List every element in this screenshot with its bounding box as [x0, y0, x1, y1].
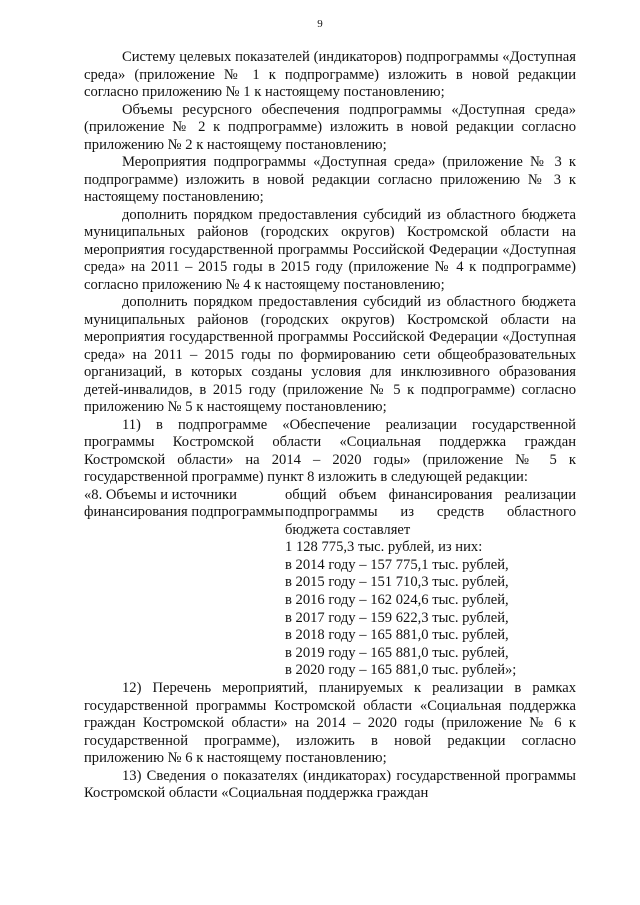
financing-year-2018: в 2018 году – 165 881,0 тыс. рублей, — [285, 627, 509, 644]
financing-year-2014: в 2014 году – 157 775,1 тыс. рублей, — [285, 556, 509, 573]
paragraph-resources: Объемы ресурсного обеспечения подпрограммы «Доступная среда» (приложение № 2 к подпрограмме) изложить в новой редакции согласно приложению № 2 к настоящему постановлению; — [84, 101, 576, 153]
financing-year-2017: в 2017 году – 159 622,3 тыс. рублей, — [285, 609, 509, 626]
paragraph-subsidy-order-4: дополнить порядком предоставления субсидий из областного бюджета муниципальных районов (городских округов) Костромской области на мероприятия государственной программы Российской Федерации «Доступная среда» на 2011 – 2015 годы в 2015 году (приложение № 4 к подпрограмме) согласно приложению № 4 к настоящему постановлению; — [84, 206, 576, 293]
page-number: 9 — [317, 18, 323, 30]
financing-total: 1 128 775,3 тыс. рублей, из них: — [285, 539, 483, 556]
financing-year-2016: в 2016 году – 162 024,6 тыс. рублей, — [285, 592, 509, 609]
document-body — [84, 49, 576, 803]
financing-block — [84, 487, 576, 681]
paragraph-indicators: Систему целевых показателей (индикаторов) подпрограммы «Доступная среда» (приложение № 1 к подпрограмме) изложить в новой редакции согласно приложению № 1 к настоящему постановлению; — [84, 49, 576, 100]
paragraph-subsidy-order-5: дополнить порядком предоставления субсидий из областного бюджета муниципальных районов (городских округов) Костромской области на мероприятия государственной программы Российской Федерации «Доступная среда» на 2011 – 2015 годы по формированию сети общеобразовательных организаций, в которых созданы условия для инклюзивного образования детей-инвалидов, в 2015 году (приложение № 5 к подпрограмме) согласно приложению № 5 к настоящему постановлению; — [84, 294, 576, 415]
financing-year-2020: в 2020 году – 165 881,0 тыс. рублей»; — [285, 662, 517, 679]
financing-year-2015: в 2015 году – 151 710,3 тыс. рублей, — [285, 574, 509, 591]
paragraph-item-12: 12) Перечень мероприятий, планируемых к реализации в рамках государственной программы Костромской области «Социальная поддержка граждан Костромской области» на 2014 – 2020 годы (приложение № 6 к государственной программе), изложить в новой редакции согласно приложению № 6 к настоящему постановлению; — [84, 680, 576, 767]
financing-intro: общий объем финансирования реализации подпрограммы из средств областного бюджета составляет — [285, 486, 576, 538]
financing-year-2019: в 2019 году – 165 881,0 тыс. рублей, — [285, 644, 509, 661]
paragraph-measures: Мероприятия подпрограммы «Доступная среда» (приложение № 3 к подпрограмме) изложить в новой редакции согласно приложению № 3 к настоящему постановлению; — [84, 154, 576, 205]
paragraph-item-13: 13) Сведения о показателях (индикаторах) государственной программы Костромской области «Социальная поддержка граждан — [84, 767, 576, 802]
financing-label: «8. Объемы и источники финансирования подпрограммы — [84, 486, 284, 520]
financing-details — [285, 487, 576, 681]
paragraph-item-11: 11) в подпрограмме «Обеспечение реализации государственной программы Костромской области «Социальная поддержка граждан Костромской области» на 2014 – 2020 годы» (приложение № 5 к государственной программе) пункт 8 изложить в следующей редакции: — [84, 416, 576, 485]
